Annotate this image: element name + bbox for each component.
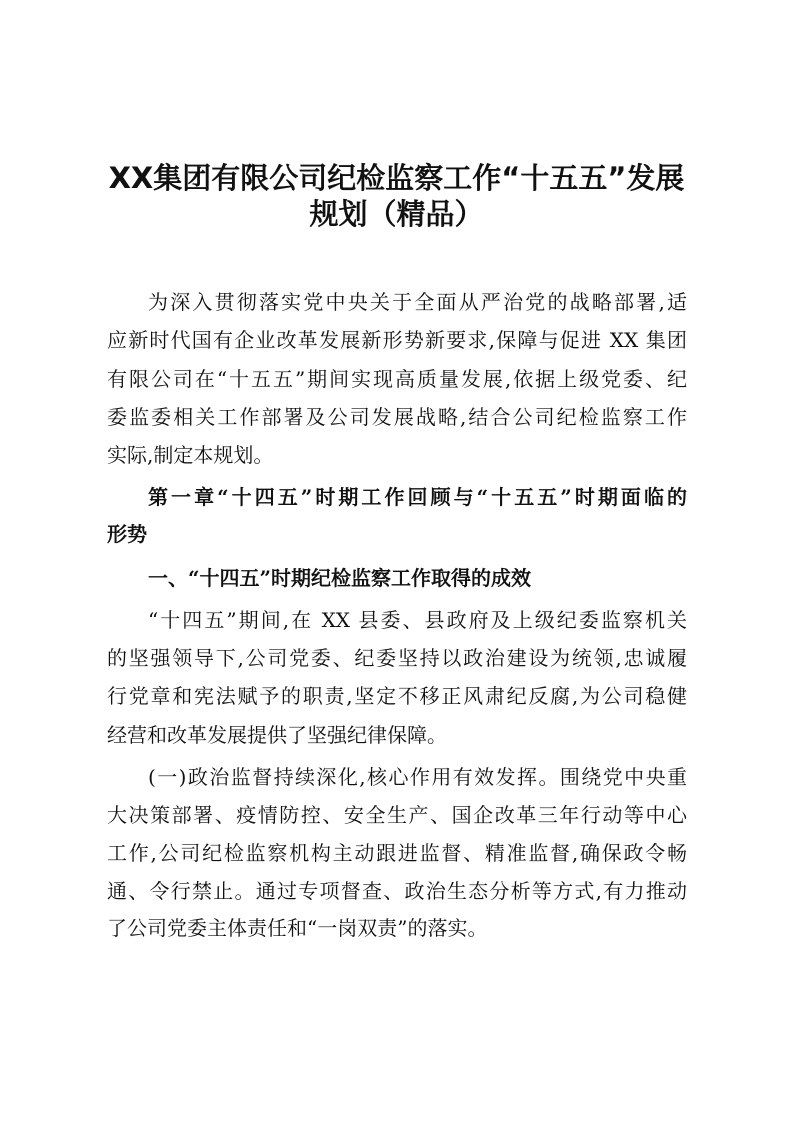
- paragraph-line: “十四五”期间,在 XX 县委、县政府及上级纪委监察机关: [148, 608, 687, 632]
- paragraph-line: 行党章和宪法赋予的职责,坚定不移正风肃纪反腐,为公司稳健: [107, 684, 687, 708]
- paragraph-line: 的坚强领导下,公司党委、纪委坚持以政治建设为统领,忠诚履: [107, 646, 687, 670]
- section-heading-line: 第一章“十四五”时期工作回顾与“十五五”时期面临的: [148, 485, 687, 509]
- paragraph-line: 为深入贯彻落实党中央关于全面从严治党的战略部署,适: [148, 290, 687, 314]
- document-title-line-2: 规划（精品）: [309, 197, 484, 231]
- section-heading-line: 形势: [107, 522, 147, 546]
- paragraph-line: 工作,公司纪检监察机构主动跟进监督、精准监督,确保政令畅: [107, 841, 687, 865]
- paragraph-line: (一)政治监督持续深化,核心作用有效发挥。围绕党中央重: [148, 765, 687, 789]
- paragraph-line: 实际,制定本规划。: [107, 443, 274, 467]
- paragraph-line: 大决策部署、疫情防控、安全生产、国企改革三年行动等中心: [107, 803, 687, 827]
- paragraph-line: 通、令行禁止。通过专项督查、政治生态分析等方式,有力推动: [107, 879, 687, 903]
- paragraph-line: 经营和改革发展提供了坚强纪律保障。: [107, 723, 447, 747]
- section-heading-line: 一、“十四五”时期纪检监察工作取得的成效: [148, 566, 532, 590]
- paragraph-line: 有限公司在“十五五”期间实现高质量发展,依据上级党委、纪: [107, 367, 687, 391]
- document-title-line-1: XX集团有限公司纪检监察工作“十五五”发展: [108, 161, 685, 195]
- paragraph-line: 委监委相关工作部署及公司发展战略,结合公司纪检监察工作: [107, 405, 687, 429]
- paragraph-line: 应新时代国有企业改革发展新形势新要求,保障与促进 XX 集团: [107, 328, 687, 352]
- paragraph-line: 了公司党委主体责任和“一岗双责”的落实。: [107, 916, 488, 940]
